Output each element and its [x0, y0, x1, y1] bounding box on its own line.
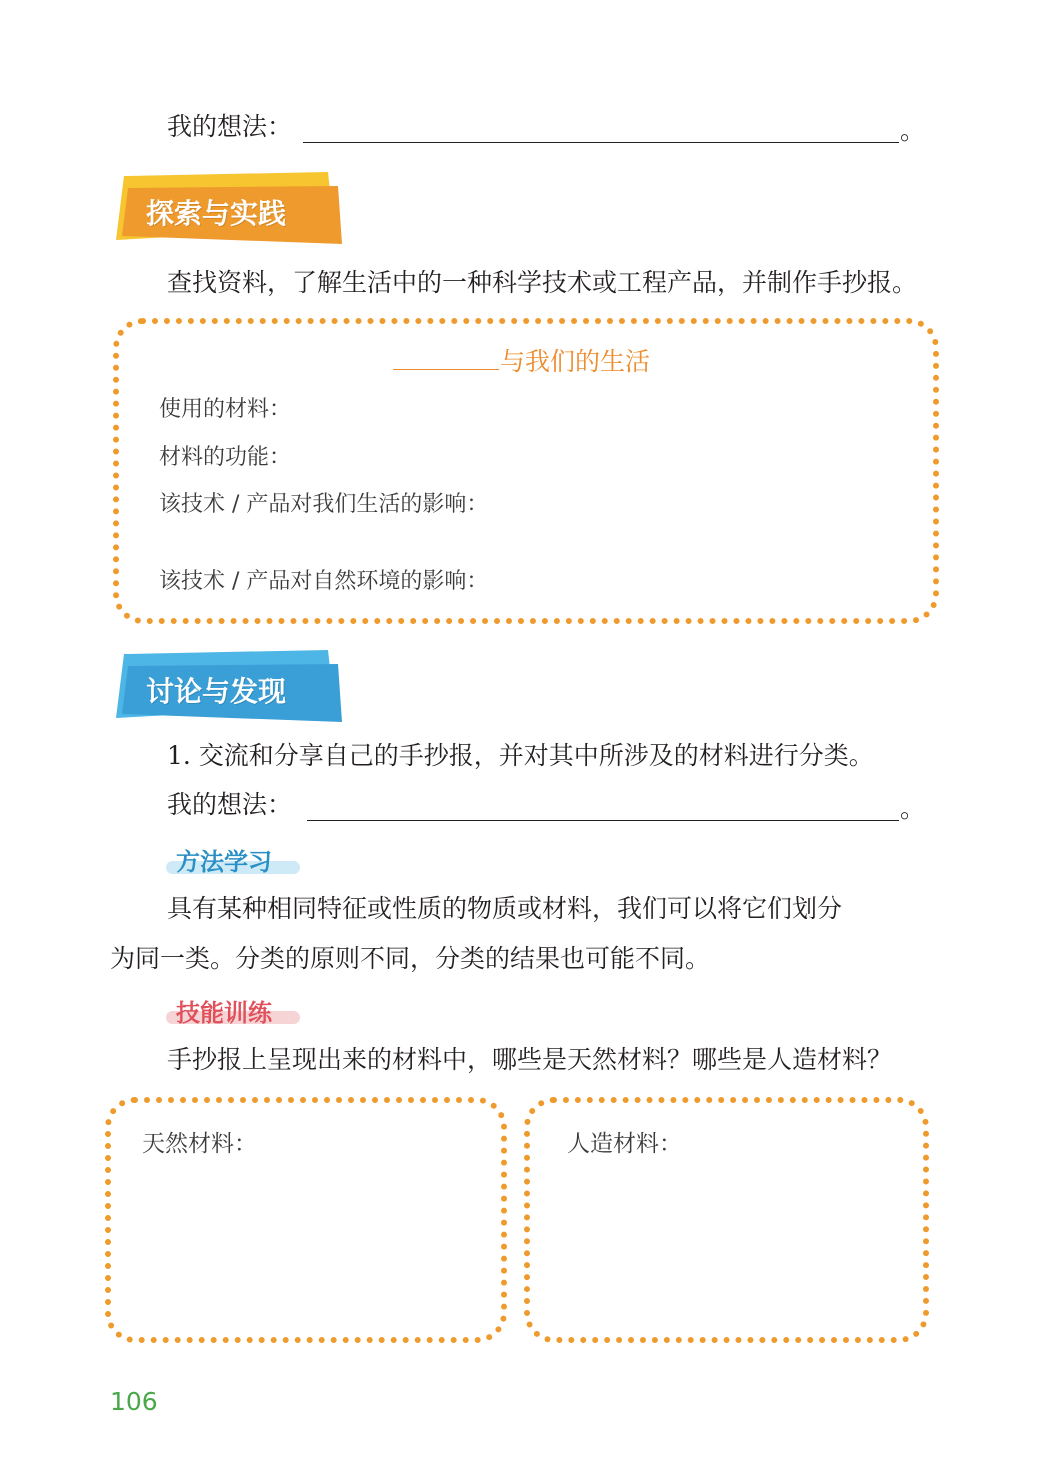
explore-title: 探索与实践	[146, 197, 287, 230]
card-field-nature-impact: 该技术 / 产品对自然环境的影响：	[159, 569, 489, 594]
skill-question: 手抄报上呈现出来的材料中，哪些是天然材料？哪些是人造材料？	[167, 1045, 893, 1074]
card-title-blank[interactable]	[393, 369, 499, 370]
skill-title: 技能训练	[176, 999, 272, 1027]
thoughts-label-1: 我的想法：	[167, 112, 293, 141]
artificial-materials-label: 人造材料：	[567, 1131, 682, 1157]
discuss-banner	[110, 648, 350, 728]
discuss-title: 讨论与发现	[146, 675, 287, 708]
page-number: 106	[110, 1387, 158, 1416]
discuss-question-1: 1. 交流和分享自己的手抄报，并对其中所涉及的材料进行分类。	[167, 741, 874, 770]
natural-materials-label: 天然材料：	[142, 1131, 257, 1157]
card-field-materials: 使用的材料：	[159, 397, 292, 422]
thoughts-answer-line-2[interactable]	[307, 820, 899, 821]
explore-task: 查找资料，了解生活中的一种科学技术或工程产品，并制作手抄报。	[167, 268, 918, 297]
method-text-line-1: 具有某种相同特征或性质的物质或材料，我们可以将它们划分	[167, 894, 843, 923]
thoughts-end-1: 。	[900, 116, 926, 145]
thoughts-end-2: 。	[900, 794, 926, 823]
explore-banner	[110, 170, 350, 250]
card-field-life-impact: 该技术 / 产品对我们生活的影响：	[159, 492, 489, 517]
thoughts-label-2: 我的想法：	[167, 790, 293, 819]
thoughts-answer-line-1[interactable]	[303, 142, 899, 143]
method-text-line-2: 为同一类。分类的原则不同，分类的结果也可能不同。	[110, 944, 711, 973]
card-field-function: 材料的功能：	[159, 445, 292, 470]
method-title: 方法学习	[176, 848, 272, 876]
card-title-suffix: 与我们的生活	[500, 347, 651, 376]
